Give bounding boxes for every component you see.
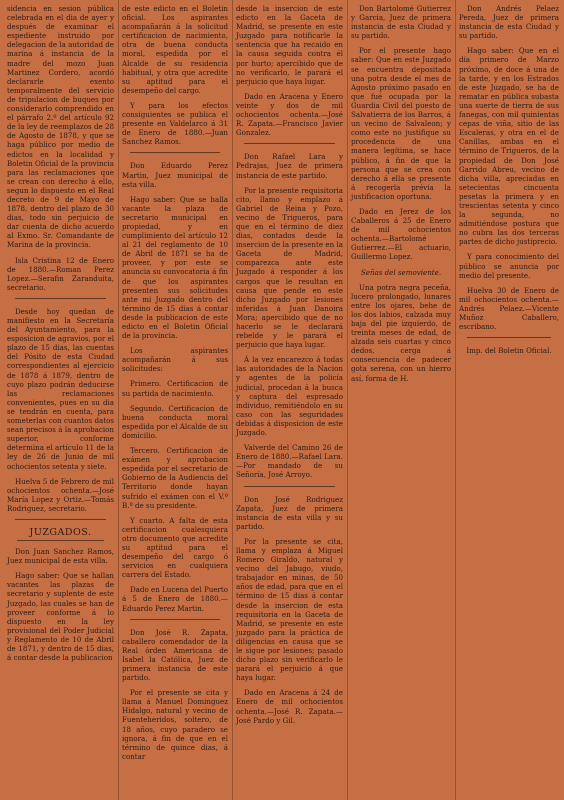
paragraph: Don Eduardo Perez Martin, Juez municipal de esta villa. <box>122 161 228 189</box>
signature: Dado en Aracena y Enero veinte y dos de mil ochocientos ochenta.—José R. Zapata.—Francisco Javier Gonzalez. <box>236 91 343 138</box>
paragraph: Por la presente se cita, llama y emplaza á Miguel Romero Giraldo, natural y vecino del Jabugo, viudo, trabajador en minas, de 50 años de edad, para que en el término de 15 dias á contar desde la insercion de esta requisitoria en la Gaceta de Madrid, se presente en este juzgado para la práctica de diligencias en causa que se le sigue por lesiones; pasado dicho plazo sin verificarlo le parará el perjuicio á que haya lugar. <box>236 536 343 683</box>
paragraph: sidencia en sesion pública celebrada en el dia de ayer y después de examinar el espediente instruido por delegacion de la autoridad de marina á instancia de la madre del mozo Juan Martinez Cordero, acordó declararle exento temporalmente del servicio de tripulacion de buques por considerarlo comprendido en el párrafo 2.º del artículo 92 de la ley de reemplazos de 28 de Agosto de 1878, y que se haga público por medio de edictos en la localidad y Boletin Oficial de la provincia para las reclamaciones que se crean con derecho á ello, segun lo dispuesto en el Real decreto de 9 de Mayo de 1878, dentro del plazo de 30 dias, todo sin perjuicio de dar cuenta de dicho acuerdo al Exmo. Sr. Comandante de Marina de la provincia. <box>7 4 114 250</box>
paragraph: Don Andrés Pelaez Pereda, Juez de primera instancia de esta Ciudad y su partido. <box>459 4 559 41</box>
paragraph: Don José R. Zapata, caballero comendador de la Real órden Americana de Isabel la Católica, Juez de primera instancia de este partido. <box>122 627 228 683</box>
column-3 <box>233 0 346 800</box>
paragraph: Y para conocimiento del público se anuncia por medio del presente. <box>459 252 559 280</box>
paragraph: Y cuarto. A falta de esta certificacion cualesquiera otro documento que acredite su aptitud para el desempeño del cargo ó servicios en cualquiera carrera del Estado. <box>122 515 228 580</box>
paragraph: Don Bartolomé Gutierrez y Garcia, Juez de primera instancia de esta Ciudad y su partido. <box>351 4 451 41</box>
paragraph: Segundo. Certificacion de buena conducta moral espedida por el Alcalde de su domicilio. <box>122 403 228 440</box>
subheading: Señas del semoviente. <box>360 267 442 277</box>
signature: Dado en Aracena á 24 de Enero de mil ochocientos ochenta.—José R. Zapata.—José Pardo y Gil. <box>236 688 343 725</box>
separator-line <box>15 519 106 520</box>
paragraph: Don Rafael Lara y Pedrajas, Juez de primera instancia de este partido. <box>236 152 343 180</box>
column-4 <box>348 0 454 800</box>
paragraph: Don José Rodriguez Zapata, Juez de primera instancia de esta villa y su partido. <box>236 494 343 531</box>
paragraph: Hago saber: Que se hallan vacantes las plazas de secretario y suplente de este Juzgado, las cuales se han de proveer conforme á lo dispuesto en la ley provisional del Poder Judicial y Reglamento de 10 de Abril de 1871, y dentro de 15 dias, á contar desde la publicacion <box>7 571 114 663</box>
separator-line <box>467 337 551 338</box>
separator-line <box>130 152 220 153</box>
imprint: Imp. del Boletin Oficial. <box>466 346 552 356</box>
paragraph: Una potra negra peceña, lucero prolongado, lunares entre los ojares, behe de los dos labios, calzada muy baja del pie izquierdo, de treinta meses de edad, de alzada seis cuartas y cinco dedos, cerga á consecuencia de padecer gota serena, con un hierro así, forma de H. <box>351 282 451 383</box>
paragraph: Primero. Certificacion de su partida de nacimiento. <box>122 379 228 398</box>
signature: Huelva 5 de Febrero de mil ochocientos ochenta.—José María Lopez y Ortiz.—Tomás Rodriguez, secretario. <box>7 476 114 513</box>
column-5 <box>456 0 562 800</box>
paragraph: desde la insercion de este edicto en la Gaceta de Madrid, se presente en este Juzgado para notificarle la sentencia que ha recaido en la causa seguida contra él por hurto; apercibido que de no verificarlo, le parará el perjuicio que haya lugar. <box>236 4 343 86</box>
signature: Isla Cristina 12 de Enero de 1880.—Roman Perez Lopez.—Serafin Zaranduita, secretario. <box>7 255 114 292</box>
paragraph: Por la presente requisitoria cito, llamo y emplazo á Gabriel de Reina y Pozo, vecino de Trigueros, para que en el término de diez dias, contados desde la insercion de la presente en la Gaceta de Madrid, comparezca ante este Juzgado á responder á los cargos que le resultan en causa que pende en este dicho Juzgado por lesiones inferidas á Juan Danoira Mora; apercibido que de no hacerlo se le declarará rebelde y le parará el perjuicio que haya lugar. <box>236 185 343 350</box>
signature: Dado en Lucena del Puerto á 5 de Enero de 1880.—Eduardo Perez Martin. <box>122 585 228 613</box>
signature: Y para los efectos consiguientes se publica el presente en Valdelarco á 31 de Enero de 1880.—Juan Sanchez Ramos. <box>122 100 228 147</box>
paragraph: Desde hoy quedan de manifiesto en la Secretaría del Ayuntamiento, para la esposicion de agravios, por el plazo de 15 dias, las cuentas del Pósito de esta Ciudad correspondientes al ejercicio de 1878 á 1879, dentro de cuyo plazo podrán deducirse las reclamaciones convenientes, pues en su dia se tendrán en cuenta, para someterlas con cuantos datos sean precisos á la aprobacion superior, conforme determina el artículo 11 de la ley de 26 de Junio de mil ochocientos setenta y siete. <box>7 306 114 471</box>
separator-line <box>130 619 220 620</box>
paragraph: Los aspirantes acompañarán á sus solicitudes: <box>122 346 228 374</box>
paragraph: Hago saber: Que en el dia primero de Marzo próximo, de doce á una de la tarde, y en los Estrados de este Juzgado, se ha de rematar en pública subasta una suerte de tierra de sus fanegas, con mil quinientas cepas de viña, sitio de las Escaleras, y otra en el de Canillas, ambas en el término de Trigueros, de la propiedad de Don José Garrido Abreu, vecino de dicha villa, apreciadas en setecientas cincuenta pesetas la primera y en trescientas setenta y cinco la segunda, no admitiéndose postura que no cubra las dos terceras partes de dicho justiprecio. <box>459 46 559 247</box>
section-heading: JUZGADOS. <box>29 526 92 538</box>
paragraph: Hago saber: Que se halla vacante la plaza de secretario municipal en propiedad, y en cumplimiento del artículo 12 al 21 del reglamento de 10 de Abril de 1871 se ha de proveer, y por este se anuncia su convocatoria á fin de que los aspirantes presenten sus solicitudes ante mi Juzgado dentro del término de 15 dias á contar desde la publicacion de este edicto en el Boletin Oficial de la provincia. <box>122 194 228 341</box>
heading-underline <box>17 540 104 541</box>
paragraph: de este edicto en el Boletin oficial. Los aspirantes acompañarán á la solicitud certificacion de nacimiento, otra de buena conducta moral, espedida por el Alcalde de su residencia habitual, y otra que acredite su aptitud para el desempeño del cargo. <box>122 4 228 95</box>
paragraph: Tercero. Certificacion de exámen y aprobacion espedida por el secretario de Gobierno de la Audiencia del Territorio donde hayan sufrido el exámen con el V.º B.º de su presidente. <box>122 446 228 510</box>
separator-line <box>244 143 335 144</box>
signature: Valverde del Camino 26 de Enero de 1880.—Rafael Lara.—Por mandado de su Señoría, José Arroyo. <box>236 443 343 480</box>
signature: Dado en Jerez de los Caballeros á 25 de Enero de mil ochocientos ochenta.—Bartolomé Gutierrez.—El actuario, Guillermo Lopez. <box>351 206 451 262</box>
separator-line <box>15 298 106 299</box>
paragraph: Por el presente se cita y llama á Manuel Dominguez Hidalgo, natural y vecino de Fuenteheridos, soltero, de 18 años, cuyo paradero se ignora, á fin de que en el término de quince dias, á contar <box>122 688 228 761</box>
signature: Huelva 30 de Enero de mil ochocientos ochenta.—Andrés Pelaez.—Vicente Muñoz Caballero, escribano. <box>459 285 559 332</box>
column-2 <box>119 0 231 800</box>
paragraph: Á la vez encarezco á todas las autoridades de la Nacion y agentes de la policía judicial, procedan á la busca y captura del espresado individuo, remitiéndolo en su caso con las seguridades debidas á disposicion de este Juzgado. <box>236 355 343 438</box>
separator-line <box>244 486 335 487</box>
column-1 <box>4 0 117 800</box>
paragraph: Don Juan Sanchez Ramos, Juez municipal de esta villa. <box>7 547 114 566</box>
paragraph: Por el presente hago saber: Que en este Juzgado se encuentra depositada una potra desde el mes de Agosto próximo pasado en que fué ocupada por la Guardia Civil del puesto de Salvatierra de los Barros, á un vecino de Salvaleon; y como este no justifique su procedencia de una manera legítima, se hace público, á fin de que la persona que se crea con derecho á ella se presente á recogerla prévia la justificacion oportuna. <box>351 46 451 201</box>
